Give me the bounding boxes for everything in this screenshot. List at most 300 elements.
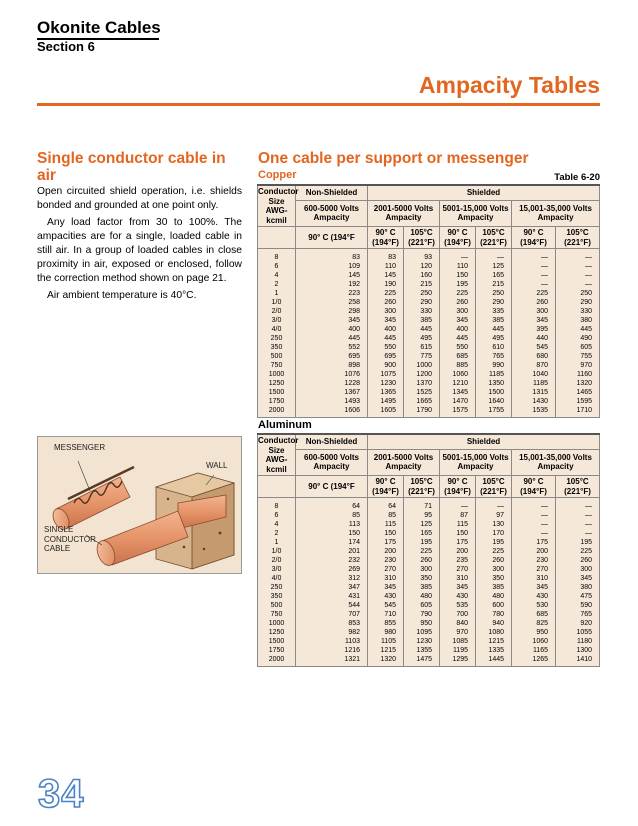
ampacity-cell: 300	[512, 307, 556, 316]
conductor-size-cell: 1250	[258, 628, 296, 637]
ampacity-cell: 93	[404, 249, 440, 263]
ampacity-cell: 707	[296, 610, 368, 619]
ampacity-cell: 1500	[476, 388, 512, 397]
ampacity-cell: 590	[556, 601, 600, 610]
table-row	[258, 370, 600, 379]
ampacity-cell: 345	[368, 316, 404, 325]
ampacity-cell: 64	[368, 498, 404, 512]
ampacity-cell: 83	[296, 249, 368, 263]
aluminum-ampacity-table	[257, 433, 600, 667]
ampacity-cell: 982	[296, 628, 368, 637]
conductor-size-cell: 3/0	[258, 565, 296, 574]
conductor-size-cell: 1250	[258, 379, 296, 388]
ampacity-cell: —	[440, 249, 476, 263]
ampacity-cell: 395	[512, 325, 556, 334]
single-conductor-label	[44, 525, 96, 554]
ampacity-cell: 430	[440, 592, 476, 601]
ampacity-cell: 150	[440, 271, 476, 280]
conductor-size-cell: 2/0	[258, 556, 296, 565]
ampacity-cell: 440	[512, 334, 556, 343]
table-row	[258, 397, 600, 406]
ampacity-cell: 940	[476, 619, 512, 628]
voltage-range-header: 600-5000 Volts Ampacity	[296, 200, 368, 226]
paragraph: Any load factor from 30 to 100%. The ampacities are for a single, loaded cable in still air. In a group of loaded cables in close proximity in air, exposed or enclosed, follow the correction method shown on page 21.	[37, 217, 242, 284]
ampacity-cell: 1215	[368, 646, 404, 655]
ampacity-cell: 1060	[440, 370, 476, 379]
table-row	[258, 361, 600, 370]
ampacity-cell: 350	[404, 574, 440, 583]
ampacity-cell: 445	[404, 325, 440, 334]
ampacity-cell: 1525	[404, 388, 440, 397]
ampacity-cell: 430	[368, 592, 404, 601]
ampacity-cell: 1185	[476, 370, 512, 379]
ampacity-cell: 385	[476, 583, 512, 592]
ampacity-cell: 825	[512, 619, 556, 628]
conductor-size-cell: 1	[258, 289, 296, 298]
paragraph: Open circuited shield operation, i.e. shields bonded and grounded at one point only.	[37, 186, 242, 211]
conductor-size-cell: 6	[258, 262, 296, 271]
ampacity-cell: 695	[368, 352, 404, 361]
ampacity-cell: —	[556, 271, 600, 280]
ampacity-cell: 380	[556, 316, 600, 325]
ampacity-cell: 885	[440, 361, 476, 370]
conductor-size-cell: 1750	[258, 397, 296, 406]
temperature-header: 105°C (221°F)	[404, 227, 440, 249]
ampacity-cell: —	[512, 511, 556, 520]
table-row	[258, 601, 600, 610]
conductor-size-cell: 4/0	[258, 574, 296, 583]
ampacity-cell: 990	[476, 361, 512, 370]
ampacity-cell: 97	[476, 511, 512, 520]
table-row	[258, 628, 600, 637]
ampacity-cell: 270	[512, 565, 556, 574]
ampacity-cell: —	[556, 249, 600, 263]
ampacity-cell: —	[556, 280, 600, 289]
ampacity-cell: 150	[440, 529, 476, 538]
ampacity-cell: 223	[296, 289, 368, 298]
temperature-header: 90° C (194°F)	[368, 476, 404, 498]
ampacity-cell: 300	[556, 565, 600, 574]
ampacity-cell: 400	[296, 325, 368, 334]
ampacity-cell: 1300	[556, 646, 600, 655]
ampacity-cell: 1076	[296, 370, 368, 379]
ampacity-cell: 710	[368, 610, 404, 619]
ampacity-cell: 920	[556, 619, 600, 628]
ampacity-cell: 87	[440, 511, 476, 520]
ampacity-cell: 300	[440, 307, 476, 316]
temperature-header: 90° C (194°F)	[440, 227, 476, 249]
ampacity-cell: 490	[556, 334, 600, 343]
ampacity-cell: 1080	[476, 628, 512, 637]
ampacity-cell: 300	[404, 565, 440, 574]
ampacity-cell: 400	[368, 325, 404, 334]
ampacity-cell: 385	[404, 583, 440, 592]
section-label: Section 6	[37, 39, 95, 54]
ampacity-cell: 110	[440, 262, 476, 271]
ampacity-cell: 1000	[404, 361, 440, 370]
ampacity-cell: 445	[368, 334, 404, 343]
voltage-range-header: 600-5000 Volts Ampacity	[296, 449, 368, 475]
table-row	[258, 583, 600, 592]
ampacity-cell: 110	[368, 262, 404, 271]
ampacity-cell: 345	[512, 583, 556, 592]
table-row	[258, 271, 600, 280]
ampacity-cell: —	[512, 262, 556, 271]
ampacity-cell: —	[556, 529, 600, 538]
ampacity-cell: 269	[296, 565, 368, 574]
ampacity-cell: 765	[476, 352, 512, 361]
ampacity-cell: 765	[556, 610, 600, 619]
ampacity-cell: 1060	[512, 637, 556, 646]
ampacity-cell: 201	[296, 547, 368, 556]
ampacity-cell: 230	[512, 556, 556, 565]
conductor-size-cell: 350	[258, 343, 296, 352]
wall-label: WALL	[206, 461, 228, 470]
table-row	[258, 388, 600, 397]
ampacity-cell: 552	[296, 343, 368, 352]
ampacity-cell: 1230	[404, 637, 440, 646]
ampacity-cell: 1085	[440, 637, 476, 646]
ampacity-cell: 480	[476, 592, 512, 601]
conductor-size-cell: 1500	[258, 388, 296, 397]
ampacity-cell: 1345	[440, 388, 476, 397]
ampacity-cell: 310	[440, 574, 476, 583]
ampacity-cell: 950	[512, 628, 556, 637]
ampacity-cell: 535	[440, 601, 476, 610]
ampacity-cell: 260	[440, 298, 476, 307]
ampacity-cell: 125	[476, 262, 512, 271]
ampacity-cell: 380	[556, 583, 600, 592]
ampacity-cell: 250	[556, 289, 600, 298]
ampacity-cell: 1320	[368, 655, 404, 667]
ampacity-cell: 200	[440, 547, 476, 556]
label-line: CONDUCTOR	[44, 534, 96, 544]
conductor-size-cell: 3/0	[258, 316, 296, 325]
ampacity-cell: 1295	[440, 655, 476, 667]
table-row	[258, 280, 600, 289]
ampacity-cell: —	[512, 249, 556, 263]
ampacity-cell: 290	[404, 298, 440, 307]
ampacity-cell: 950	[404, 619, 440, 628]
ampacity-cell: 150	[368, 529, 404, 538]
conductor-size-cell: 250	[258, 334, 296, 343]
ampacity-cell: 900	[368, 361, 404, 370]
company-name: Okonite Cables	[37, 18, 161, 37]
copper-label: Copper	[258, 169, 297, 181]
ampacity-cell: 495	[404, 334, 440, 343]
ampacity-cell: 345	[368, 583, 404, 592]
voltage-range-header: 15,001-35,000 Volts Ampacity	[512, 449, 600, 475]
ampacity-cell: 870	[512, 361, 556, 370]
right-heading: One cable per support or messenger	[258, 150, 529, 167]
ampacity-cell: 175	[440, 538, 476, 547]
ampacity-cell: 495	[476, 334, 512, 343]
ampacity-cell: 225	[476, 547, 512, 556]
ampacity-cell: 95	[404, 511, 440, 520]
conductor-size-cell: 2/0	[258, 307, 296, 316]
ampacity-cell: 260	[556, 556, 600, 565]
ampacity-cell: 270	[440, 565, 476, 574]
voltage-range-header: 2001-5000 Volts Ampacity	[368, 449, 440, 475]
ampacity-cell: 1265	[512, 655, 556, 667]
ampacity-cell: 1595	[556, 397, 600, 406]
table-row	[258, 556, 600, 565]
ampacity-cell: 150	[296, 529, 368, 538]
conductor-size-cell: 1750	[258, 646, 296, 655]
table-row	[258, 262, 600, 271]
ampacity-cell: —	[476, 249, 512, 263]
ampacity-cell: 312	[296, 574, 368, 583]
ampacity-cell: 258	[296, 298, 368, 307]
ampacity-cell: 1535	[512, 406, 556, 418]
non-shielded-header: Non-Shielded	[296, 434, 368, 449]
ampacity-cell: 330	[556, 307, 600, 316]
conductor-size-cell: 1	[258, 538, 296, 547]
ampacity-cell: 85	[368, 511, 404, 520]
temperature-header: 90° C (194°F)	[512, 476, 556, 498]
messenger-cable-icon	[50, 467, 134, 532]
page-number: 34	[38, 772, 85, 816]
table-row	[258, 298, 600, 307]
ampacity-cell: 115	[368, 520, 404, 529]
left-heading: Single conductor cable in air	[37, 150, 226, 184]
ampacity-cell: 1605	[368, 406, 404, 418]
ampacity-cell: 260	[512, 298, 556, 307]
ampacity-cell: 345	[440, 583, 476, 592]
conductor-size-header	[258, 476, 296, 498]
ampacity-cell: 230	[368, 556, 404, 565]
table-row	[258, 637, 600, 646]
ampacity-cell: 600	[476, 601, 512, 610]
conductor-size-header	[258, 227, 296, 249]
ampacity-cell: 175	[512, 538, 556, 547]
ampacity-cell: 1040	[512, 370, 556, 379]
ampacity-cell: 1493	[296, 397, 368, 406]
ampacity-cell: 400	[440, 325, 476, 334]
ampacity-cell: 71	[404, 498, 440, 512]
ampacity-cell: 1315	[512, 388, 556, 397]
ampacity-cell: 1470	[440, 397, 476, 406]
ampacity-cell: 195	[476, 538, 512, 547]
ampacity-cell: 1200	[404, 370, 440, 379]
ampacity-cell: 1495	[368, 397, 404, 406]
temperature-header: 90° C (194°F)	[440, 476, 476, 498]
ampacity-cell: 780	[476, 610, 512, 619]
ampacity-cell: 1465	[556, 388, 600, 397]
ampacity-cell: 225	[512, 289, 556, 298]
table-row	[258, 511, 600, 520]
conductor-size-cell: 2	[258, 280, 296, 289]
ampacity-cell: 1165	[512, 646, 556, 655]
table-row	[258, 307, 600, 316]
ampacity-cell: 480	[404, 592, 440, 601]
table-row	[258, 565, 600, 574]
ampacity-cell: 130	[476, 520, 512, 529]
ampacity-cell: 445	[440, 334, 476, 343]
label-line: CABLE	[44, 544, 71, 553]
ampacity-cell: 1055	[556, 628, 600, 637]
messenger-label: MESSENGER	[54, 443, 106, 452]
ampacity-cell: 290	[556, 298, 600, 307]
page-title: Ampacity Tables	[418, 72, 600, 98]
ampacity-cell: —	[476, 498, 512, 512]
ampacity-cell: 790	[404, 610, 440, 619]
ampacity-cell: 250	[404, 289, 440, 298]
ampacity-cell: 898	[296, 361, 368, 370]
conductor-size-cell: 8	[258, 249, 296, 263]
voltage-range-header: 2001-5000 Volts Ampacity	[368, 200, 440, 226]
ampacity-cell: 445	[296, 334, 368, 343]
table-row	[258, 646, 600, 655]
ampacity-cell: 345	[296, 316, 368, 325]
aluminum-label: Aluminum	[258, 419, 312, 431]
ampacity-cell: —	[512, 280, 556, 289]
table-row	[258, 592, 600, 601]
ampacity-cell: 260	[404, 556, 440, 565]
table-row	[258, 406, 600, 418]
ampacity-cell: 125	[404, 520, 440, 529]
ampacity-cell: 550	[440, 343, 476, 352]
ampacity-cell: 1430	[512, 397, 556, 406]
ampacity-cell: 695	[296, 352, 368, 361]
ampacity-cell: 615	[404, 343, 440, 352]
temperature-header: 105°C (221°F)	[404, 476, 440, 498]
ampacity-cell: 544	[296, 601, 368, 610]
ampacity-cell: 1215	[476, 637, 512, 646]
conductor-size-cell: 2	[258, 529, 296, 538]
ampacity-cell: 530	[512, 601, 556, 610]
ampacity-cell: 1335	[476, 646, 512, 655]
conductor-size-cell: 350	[258, 592, 296, 601]
ampacity-cell: 260	[368, 298, 404, 307]
table-row	[258, 574, 600, 583]
ampacity-cell: 200	[368, 547, 404, 556]
shielded-header: Shielded	[368, 185, 600, 200]
conductor-size-cell: 500	[258, 601, 296, 610]
ampacity-cell: 310	[512, 574, 556, 583]
ampacity-cell: —	[512, 520, 556, 529]
table-number: Table 6-20	[554, 172, 600, 183]
ampacity-cell: 1665	[404, 397, 440, 406]
table-row	[258, 610, 600, 619]
ampacity-cell: 445	[476, 325, 512, 334]
ampacity-cell: 1790	[404, 406, 440, 418]
ampacity-cell: —	[556, 520, 600, 529]
ampacity-cell: 215	[404, 280, 440, 289]
messenger-pointer	[78, 461, 90, 491]
conductor-size-header: Conductor Size AWG-kcmil	[258, 436, 299, 474]
ampacity-cell: 700	[440, 610, 476, 619]
ampacity-cell: 1606	[296, 406, 368, 418]
ampacity-cell: 970	[440, 628, 476, 637]
ampacity-cell: 775	[404, 352, 440, 361]
ampacity-cell: 475	[556, 592, 600, 601]
ampacity-cell: 1355	[404, 646, 440, 655]
ampacity-cell: 190	[368, 280, 404, 289]
ampacity-cell: 64	[296, 498, 368, 512]
paragraph: Air ambient temperature is 40°C.	[47, 290, 197, 301]
ampacity-cell: 260	[476, 556, 512, 565]
ampacity-cell: 1075	[368, 370, 404, 379]
ampacity-cell: 170	[476, 529, 512, 538]
ampacity-cell: —	[440, 498, 476, 512]
ampacity-cell: 350	[476, 574, 512, 583]
ampacity-cell: 165	[404, 529, 440, 538]
conductor-size-cell: 4/0	[258, 325, 296, 334]
conductor-size-cell: 4	[258, 271, 296, 280]
ampacity-cell: 980	[368, 628, 404, 637]
ampacity-cell: 310	[368, 574, 404, 583]
ampacity-cell: 1195	[440, 646, 476, 655]
table-row	[258, 379, 600, 388]
ampacity-cell: 120	[404, 262, 440, 271]
ampacity-cell: 113	[296, 520, 368, 529]
ampacity-cell: 225	[368, 289, 404, 298]
temperature-header: 105°C (221°F)	[556, 227, 600, 249]
table-row	[258, 619, 600, 628]
table-row	[258, 334, 600, 343]
temperature-header: 105°C (221°F)	[476, 476, 512, 498]
conductor-size-cell: 2000	[258, 406, 296, 418]
table-row	[258, 529, 600, 538]
conductor-size-cell: 750	[258, 610, 296, 619]
ampacity-cell: 1105	[368, 637, 404, 646]
ampacity-cell: 174	[296, 538, 368, 547]
ampacity-cell: 1640	[476, 397, 512, 406]
voltage-range-header: 5001-15,000 Volts Ampacity	[440, 200, 512, 226]
table-row	[258, 538, 600, 547]
ampacity-cell: 145	[368, 271, 404, 280]
conductor-size-cell: 750	[258, 361, 296, 370]
ampacity-cell: 345	[512, 316, 556, 325]
ampacity-cell: —	[512, 529, 556, 538]
ampacity-cell: 160	[404, 271, 440, 280]
ampacity-cell: 165	[476, 271, 512, 280]
label-line: SINGLE	[44, 525, 74, 534]
ampacity-cell: 300	[368, 307, 404, 316]
ampacity-cell: 1185	[512, 379, 556, 388]
ampacity-cell: 1320	[556, 379, 600, 388]
temperature-header: 90° C (194°F	[296, 476, 368, 498]
ampacity-cell: 1095	[404, 628, 440, 637]
copper-ampacity-table	[257, 184, 600, 418]
ampacity-cell: 545	[512, 343, 556, 352]
ampacity-cell: 195	[440, 280, 476, 289]
ampacity-cell: 685	[512, 610, 556, 619]
ampacity-cell: 1710	[556, 406, 600, 418]
ampacity-cell: 545	[368, 601, 404, 610]
table-row	[258, 289, 600, 298]
ampacity-cell: 1367	[296, 388, 368, 397]
conductor-size-cell: 2000	[258, 655, 296, 667]
conductor-size-cell: 6	[258, 511, 296, 520]
ampacity-cell: 225	[440, 289, 476, 298]
ampacity-cell: 345	[556, 574, 600, 583]
conductor-size-cell: 1/0	[258, 547, 296, 556]
ampacity-cell: 1755	[476, 406, 512, 418]
ampacity-cell: 215	[476, 280, 512, 289]
ampacity-cell: 385	[476, 316, 512, 325]
ampacity-cell: 755	[556, 352, 600, 361]
conductor-size-cell: 1/0	[258, 298, 296, 307]
table-row	[258, 325, 600, 334]
ampacity-cell: 1350	[476, 379, 512, 388]
ampacity-cell: 192	[296, 280, 368, 289]
conductor-size-cell: 500	[258, 352, 296, 361]
ampacity-cell: 1230	[368, 379, 404, 388]
ampacity-cell: 385	[404, 316, 440, 325]
ampacity-cell: 680	[512, 352, 556, 361]
